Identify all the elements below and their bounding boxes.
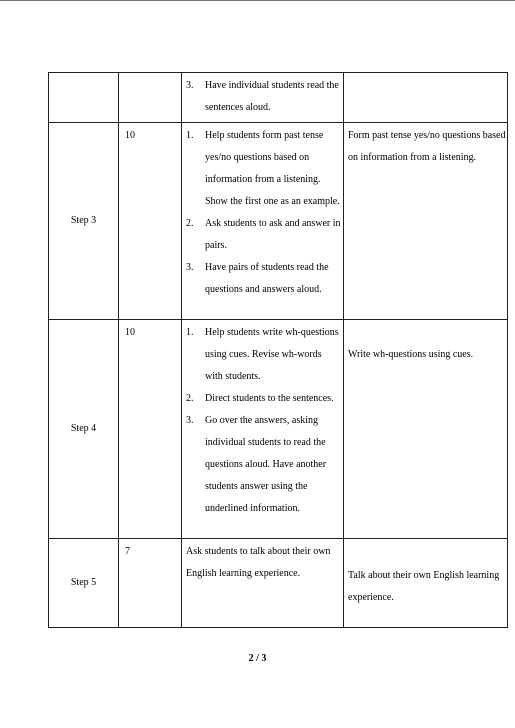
procedure-item: 3. Have individual students read the sentences aloud. [186,80,339,113]
procedure-item: 2. Ask students to ask and answer in pairs. [186,218,341,251]
step-cell [49,73,119,123]
objective-text: Form past tense yes/no questions based on information from a listening. [348,130,506,163]
procedure-list [182,123,343,301]
procedure-item: 3. Have pairs of students read the questions and answers aloud. [186,262,329,295]
step-cell: Step 3 [49,123,119,320]
step-cell: Step 4 [49,320,119,539]
procedure-item: 1. Help students form past tense yes/no questions based on information from a listening. Show the first one as an example. [186,130,340,207]
time-cell: 7 [119,539,182,628]
procedure-cell [182,539,344,628]
objective-cell [344,123,508,320]
procedure-item: 1. Help students write wh-questions using cues. Revise wh-words with students. [186,327,339,382]
time-cell: 10 [119,123,182,320]
objective-cell [344,320,508,539]
objective-cell [344,73,508,123]
procedure-item: 3. Go over the answers, asking individual students to read the questions aloud. Have another students answer using the underlined information. [186,415,327,514]
top-rule [0,0,515,1]
table-row [49,539,508,628]
step-cell: Step 5 [49,539,119,628]
table-row [49,123,508,320]
time-cell: 10 [119,320,182,539]
objective-text: Write wh-questions using cues. [348,349,474,360]
table-row [49,320,508,539]
procedure-item: 2. Direct students to the sentences. [186,393,334,404]
procedure-text: Ask students to talk about their own English learning experience. [186,546,331,579]
time-cell [119,73,182,123]
page-number: 2 / 3 [248,653,267,664]
procedure-list [182,320,343,520]
procedure-cell [182,320,344,539]
objective-text: Talk about their own English learning experience. [348,570,500,603]
table-row [49,73,508,123]
lesson-plan-table [48,72,508,628]
procedure-list [182,73,343,119]
procedure-cell [182,73,344,123]
objective-cell [344,539,508,628]
procedure-cell [182,123,344,320]
